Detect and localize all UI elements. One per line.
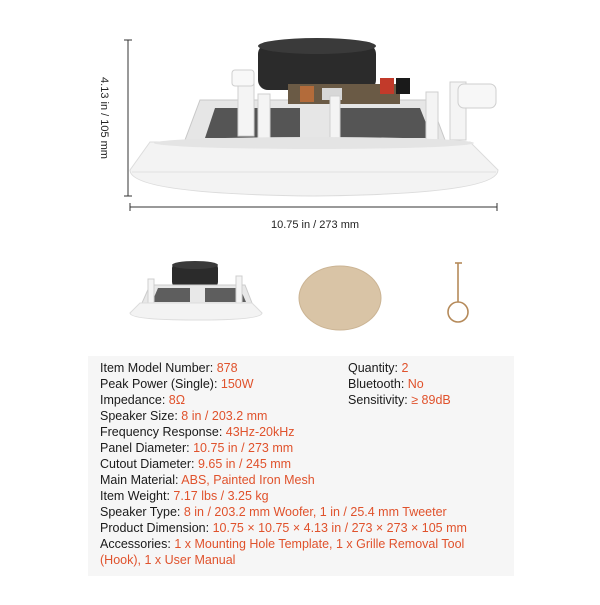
spec-peak-power: Peak Power (Single): 150W [100,377,254,391]
spec-speaker-size: Speaker Size: 8 in / 203.2 mm [100,409,268,423]
ceiling-speaker-main [130,38,498,196]
width-dimension-label: 10.75 in / 273 mm [270,219,360,231]
spec-speaker-type: Speaker Type: 8 in / 203.2 mm Woofer, 1 in / 25.4 mm Tweeter [100,505,447,519]
spec-quantity: Quantity: 2 [348,361,409,375]
spec-sensitivity: Sensitivity: ≥ 89dB [348,393,451,407]
spec-cutout-diameter: Cutout Diameter: 9.65 in / 245 mm [100,457,292,471]
width-dimension-line [130,203,497,211]
spec-accessories: Accessories: 1 x Mounting Hole Template, 1 x Grille Removal Tool [100,537,465,551]
spec-product-dimension: Product Dimension: 10.75 × 10.75 × 4.13 in / 273 × 273 × 105 mm [100,521,467,535]
height-dimension-label: 4.13 in / 105 mm [98,77,110,159]
spec-main-material: Main Material: ABS, Painted Iron Mesh [100,473,315,487]
spec-panel-diameter: Panel Diameter: 10.75 in / 273 mm [100,441,294,455]
spec-accessories-continued: (Hook), 1 x User Manual [100,553,236,567]
specifications-panel [88,356,514,576]
grille-removal-hook [448,263,468,322]
spec-frequency-response: Frequency Response: 43Hz-20kHz [100,425,295,439]
spec-item-weight: Item Weight: 7.17 lbs / 3.25 kg [100,489,269,503]
spec-model: Item Model Number: 878 [100,361,238,375]
spec-bluetooth: Bluetooth: No [348,377,424,391]
spec-impedance: Impedance: 8Ω [100,393,186,407]
mounting-hole-template [299,266,381,330]
speaker-thumbnail [130,261,262,320]
